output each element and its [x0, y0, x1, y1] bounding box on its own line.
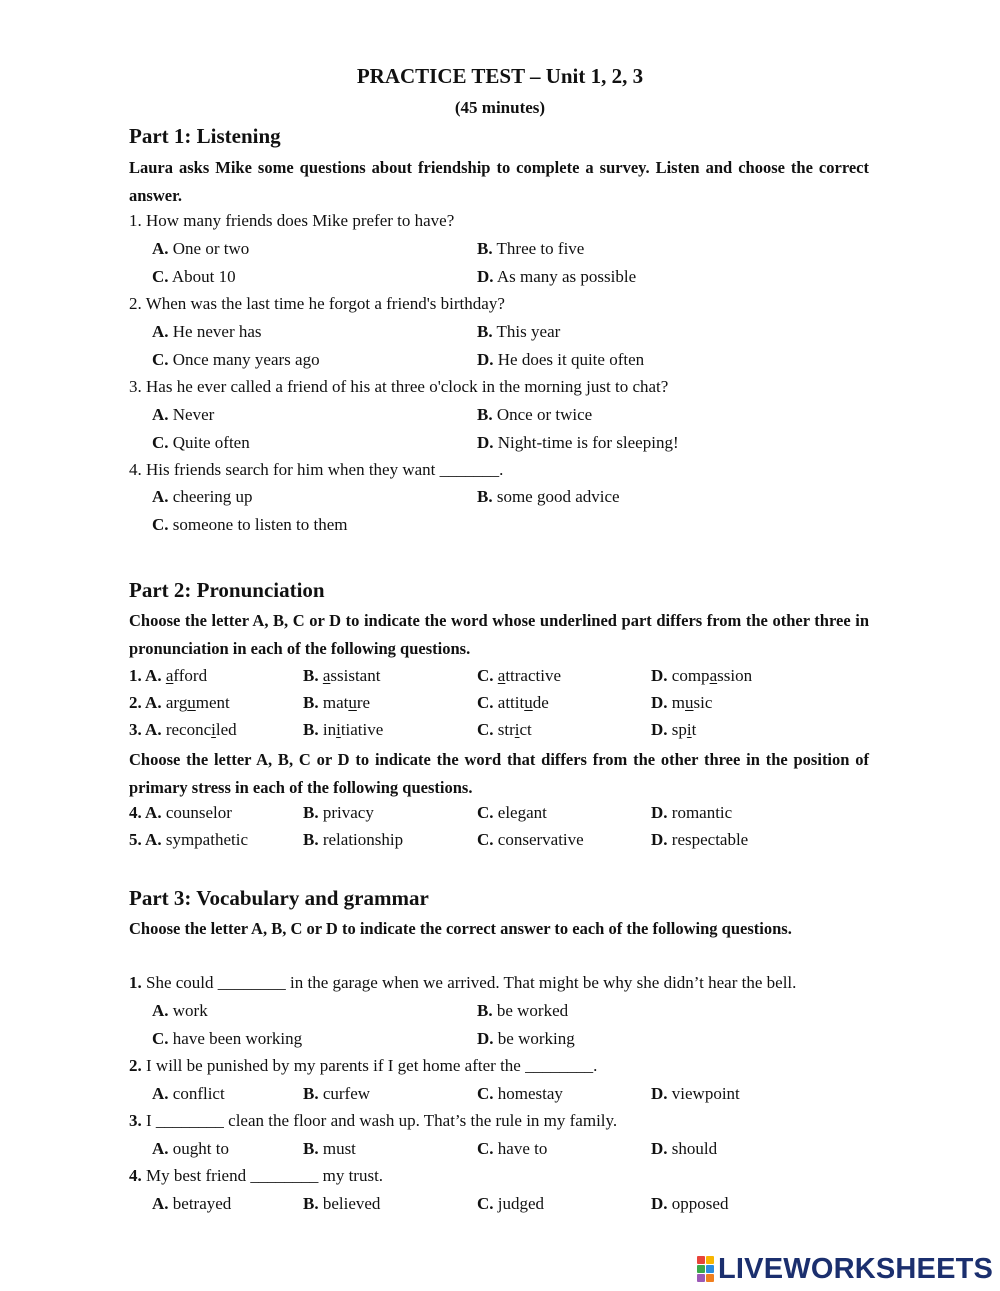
p3-q4-option-a[interactable]: A. betrayed — [152, 1194, 232, 1213]
p1-question-1: 1. How many friends does Mike prefer to have? — [129, 211, 455, 230]
p3-q3-option-b[interactable]: B. must — [303, 1139, 356, 1158]
part1-heading: Part 1: Listening — [129, 124, 281, 148]
p3-question-3: 3. I ________ clean the floor and wash up. That’s the rule in my family. — [129, 1111, 618, 1130]
p2-q1-option-c[interactable]: C. attractive — [477, 666, 562, 685]
p2-q1-option-a[interactable]: 1. A. afford — [129, 666, 208, 685]
p3-q3-option-a[interactable]: A. ought to — [152, 1139, 229, 1158]
part2-heading: Part 2: Pronunciation — [129, 578, 325, 602]
part3-instruction: Choose the letter A, B, C or D to indicate the correct answer to each of the following questions. — [129, 919, 792, 938]
p3-q3-option-c[interactable]: C. have to — [477, 1139, 548, 1158]
p1-q1-option-d[interactable]: D. As many as possible — [477, 267, 637, 286]
p1-q2-option-d[interactable]: D. He does it quite often — [477, 350, 645, 369]
part2-instruction-stress: Choose the letter A, B, C or D to indicate the word that differs from the other three in the position of primary stress in each of the following questions. — [129, 750, 869, 797]
p2-q1-option-b[interactable]: B. assistant — [303, 666, 381, 685]
p1-q4-option-b[interactable]: B. some good advice — [477, 487, 620, 506]
p2-q1-option-d[interactable]: D. compassion — [651, 666, 753, 685]
p2-q4-option-a[interactable]: 4. A. counselor — [129, 803, 232, 822]
p3-q1-option-c[interactable]: C. have been working — [152, 1029, 303, 1048]
p1-q1-option-c[interactable]: C. About 10 — [152, 267, 236, 286]
p3-q1-option-d[interactable]: D. be working — [477, 1029, 575, 1048]
p3-q4-option-c[interactable]: C. judged — [477, 1194, 545, 1213]
p1-question-3: 3. Has he ever called a friend of his at three o'clock in the morning just to chat? — [129, 377, 669, 396]
p2-q5-option-b[interactable]: B. relationship — [303, 830, 404, 849]
liveworksheets-logo[interactable] — [697, 1252, 993, 1286]
p2-q2-option-b[interactable]: B. mature — [303, 693, 371, 712]
p2-q4-option-c[interactable]: C. elegant — [477, 803, 547, 822]
p1-question-2: 2. When was the last time he forgot a friend's birthday? — [129, 294, 505, 313]
p3-q2-option-d[interactable]: D. viewpoint — [651, 1084, 740, 1103]
p3-question-4: 4. My best friend ________ my trust. — [129, 1166, 384, 1185]
p3-question-2: 2. I will be punished by my parents if I get home after the ________. — [129, 1056, 598, 1075]
liveworksheets-logo-icon — [697, 1256, 714, 1282]
logo-text: LIVEWORKSHEETS — [718, 1252, 994, 1285]
p1-q4-option-c[interactable]: C. someone to listen to them — [152, 515, 348, 534]
part1-instruction: Laura asks Mike some questions about friendship to complete a survey. Listen and choose the correct answer. — [129, 158, 869, 205]
p1-question-4: 4. His friends search for him when they want _______. — [129, 460, 504, 479]
p2-q3-option-b[interactable]: B. initiative — [303, 720, 384, 739]
p1-q3-option-c[interactable]: C. Quite often — [152, 433, 250, 452]
p3-question-1: 1. She could ________ in the garage when we arrived. That might be why she didn’t hear the bell. — [129, 973, 797, 992]
p3-q2-option-a[interactable]: A. conflict — [152, 1084, 225, 1103]
p2-q2-option-d[interactable]: D. music — [651, 693, 713, 712]
p1-q3-option-d[interactable]: D. Night-time is for sleeping! — [477, 433, 679, 452]
p3-q2-option-b[interactable]: B. curfew — [303, 1084, 371, 1103]
p1-q1-option-b[interactable]: B. Three to five — [477, 239, 585, 258]
p3-q1-option-b[interactable]: B. be worked — [477, 1001, 569, 1020]
p2-q4-option-b[interactable]: B. privacy — [303, 803, 374, 822]
p2-q3-option-d[interactable]: D. spit — [651, 720, 697, 739]
p2-q3-option-c[interactable]: C. strict — [477, 720, 532, 739]
p2-q5-option-a[interactable]: 5. A. sympathetic — [129, 830, 248, 849]
part3-heading: Part 3: Vocabulary and grammar — [129, 886, 429, 910]
page-title: PRACTICE TEST – Unit 1, 2, 3 — [356, 64, 644, 88]
p1-q3-option-b[interactable]: B. Once or twice — [477, 405, 593, 424]
p2-q3-option-a[interactable]: 3. A. reconciled — [129, 720, 237, 739]
p1-q2-option-a[interactable]: A. He never has — [152, 322, 262, 341]
p2-q2-option-c[interactable]: C. attitude — [477, 693, 549, 712]
p2-q5-option-d[interactable]: D. respectable — [651, 830, 749, 849]
p2-q4-option-d[interactable]: D. romantic — [651, 803, 733, 822]
p1-q2-option-b[interactable]: B. This year — [477, 322, 561, 341]
test-duration: (45 minutes) — [454, 98, 546, 117]
p1-q3-option-a[interactable]: A. Never — [152, 405, 215, 424]
p3-q3-option-d[interactable]: D. should — [651, 1139, 718, 1158]
p3-q2-option-c[interactable]: C. homestay — [477, 1084, 563, 1103]
p1-q4-option-a[interactable]: A. cheering up — [152, 487, 253, 506]
p3-q4-option-d[interactable]: D. opposed — [651, 1194, 729, 1213]
p3-q1-option-a[interactable]: A. work — [152, 1001, 208, 1020]
p1-q2-option-c[interactable]: C. Once many years ago — [152, 350, 320, 369]
part2-instruction-pronunciation: Choose the letter A, B, C or D to indicate the word whose underlined part differs from the other three in pronunciation in each of the following questions. — [129, 611, 869, 658]
p2-q2-option-a[interactable]: 2. A. argument — [129, 693, 230, 712]
p1-q1-option-a[interactable]: A. One or two — [152, 239, 250, 258]
p2-q5-option-c[interactable]: C. conservative — [477, 830, 584, 849]
p3-q4-option-b[interactable]: B. believed — [303, 1194, 381, 1213]
